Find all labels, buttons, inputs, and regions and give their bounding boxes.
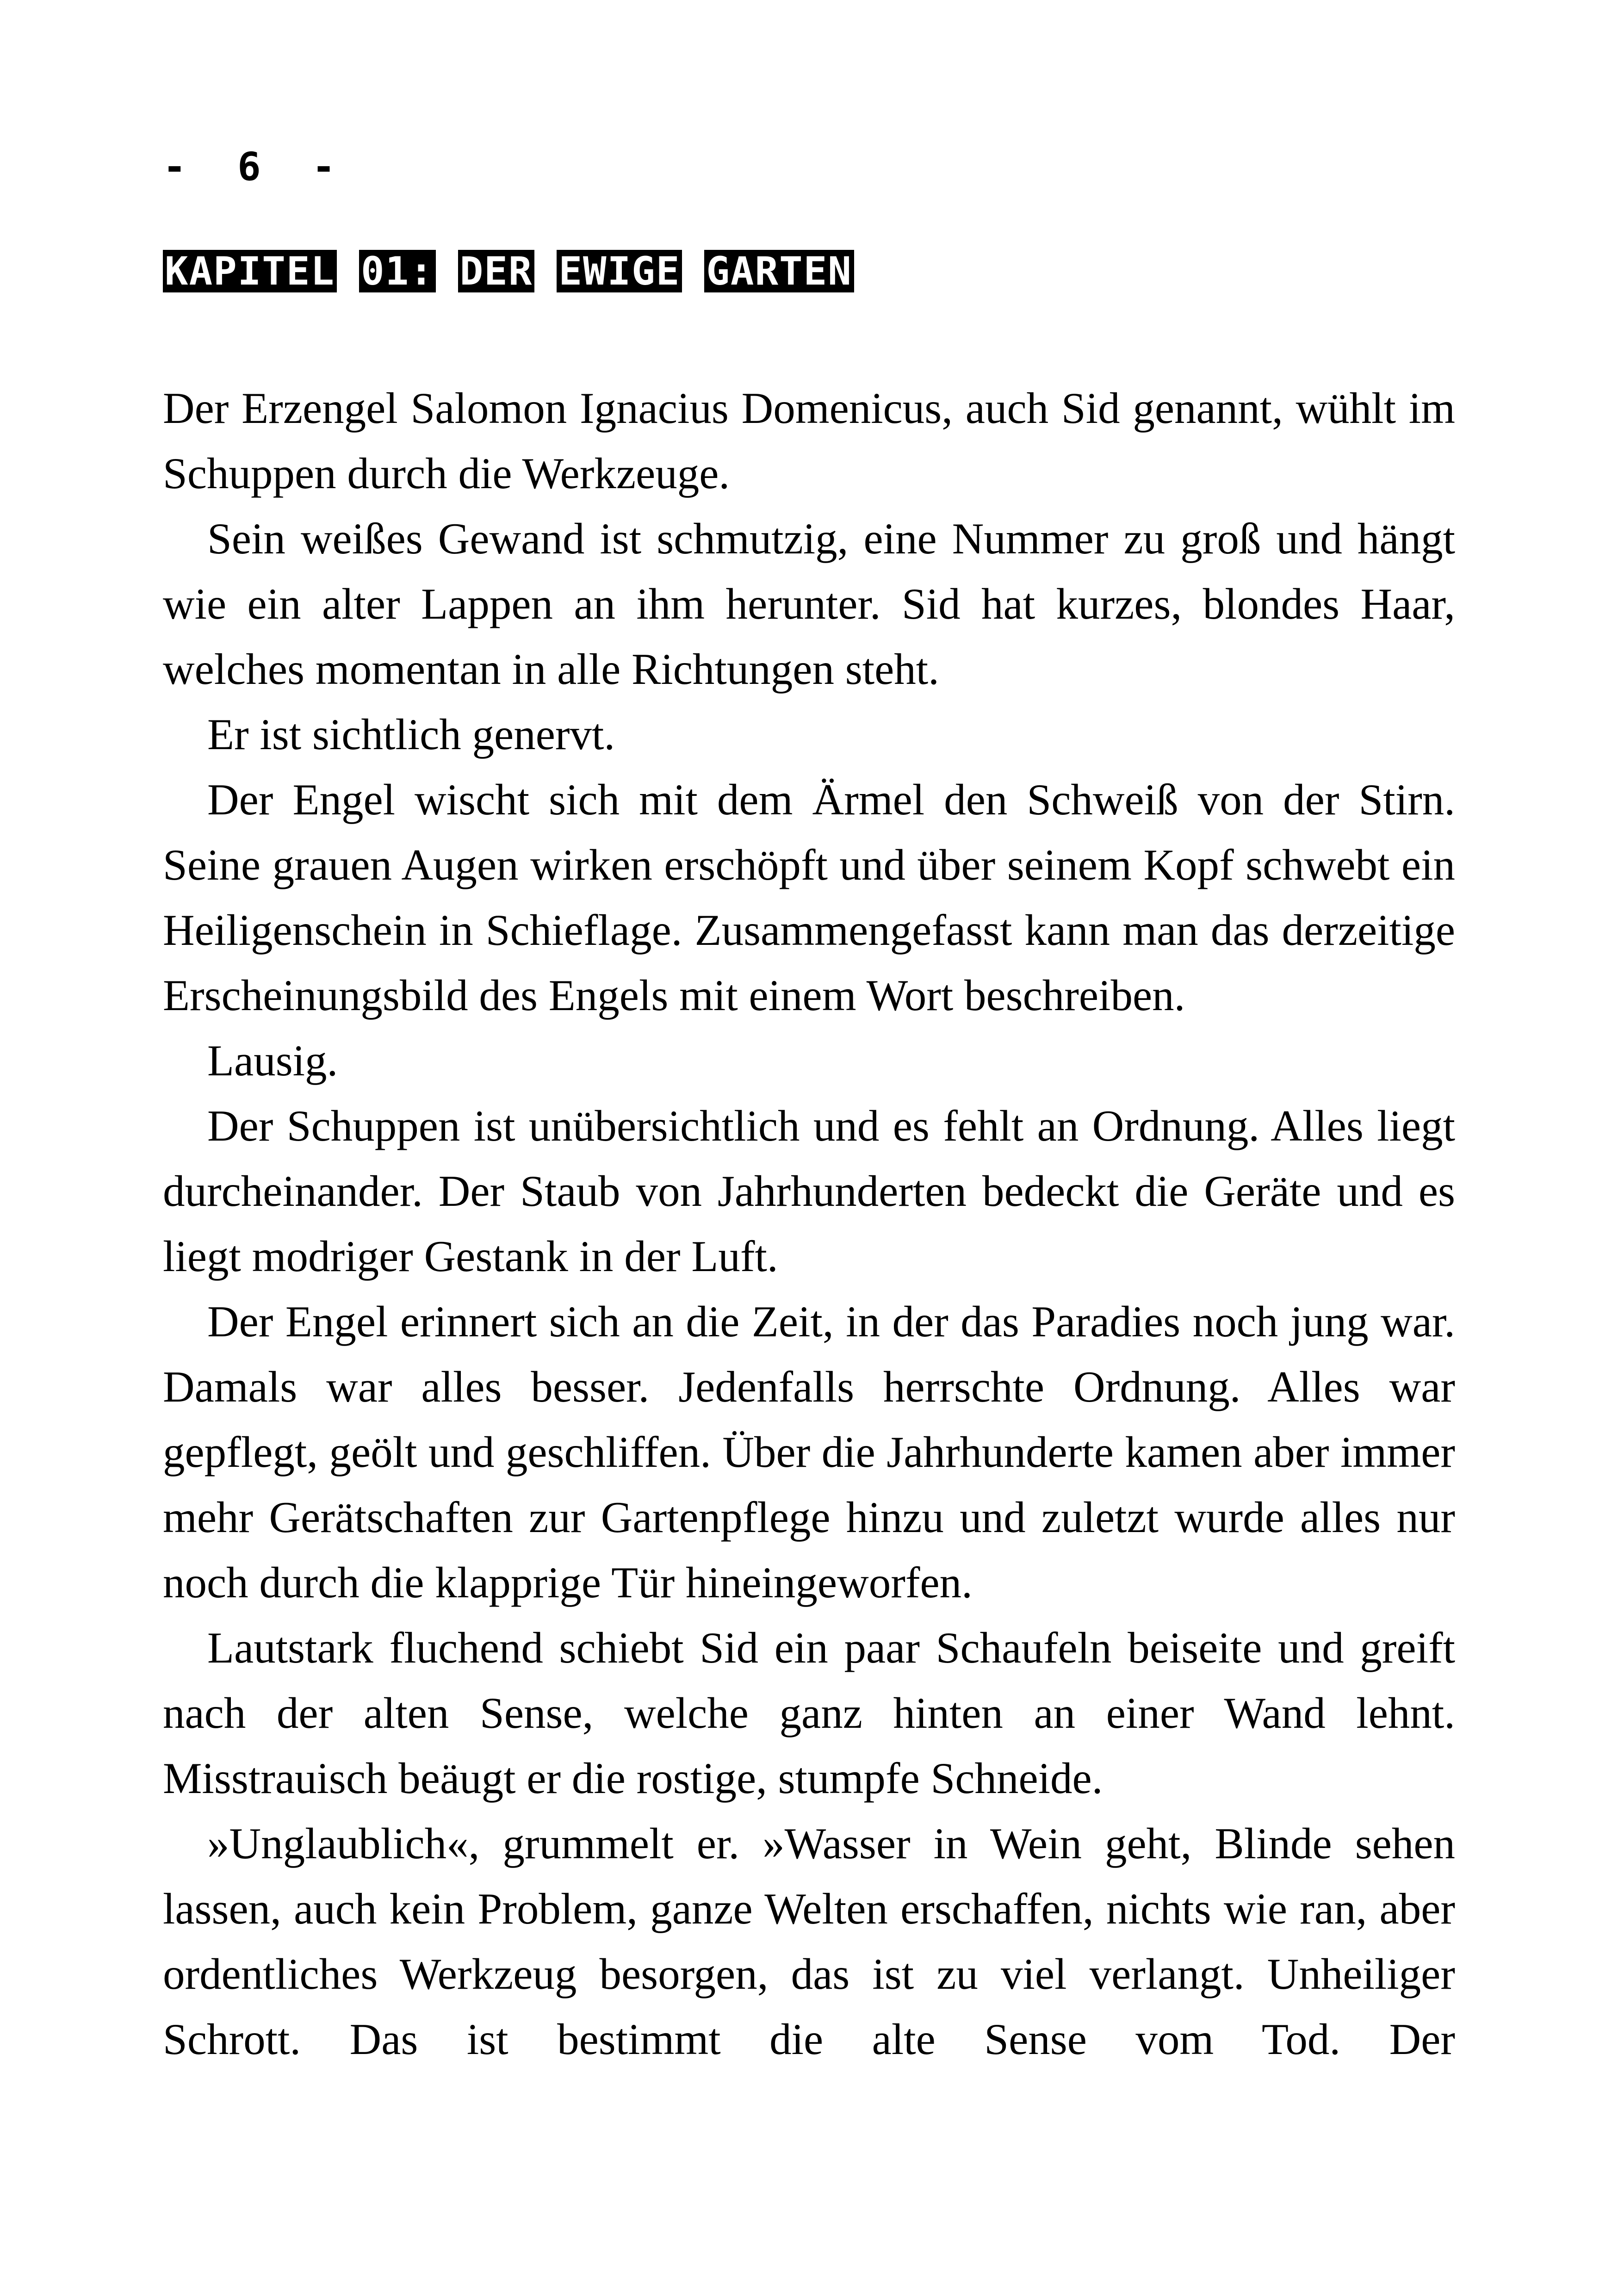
- chapter-heading-word: EWIGE: [557, 250, 682, 292]
- paragraph: Der Erzengel Salomon Ignacius Domenicus, auch Sid genannt, wühlt im Schuppen durch die Werkzeuge.: [163, 384, 1455, 498]
- chapter-heading-word: GARTEN: [704, 250, 854, 292]
- page-number: - 6 -: [163, 144, 349, 189]
- chapter-body: [163, 376, 1455, 2072]
- paragraph: Lausig.: [207, 1036, 338, 1085]
- paragraph: Er ist sichtlich genervt.: [207, 710, 615, 759]
- paragraph: Der Engel wischt sich mit dem Ärmel den Schweiß von der Stirn. Seine grauen Augen wirken erschöpft und über seinem Kopf schwebt ein Heiligenschein in Schieflage. Zusammengefasst kann man das derzeitige Erscheinungsbild des Engels mit einem Wort beschreiben.: [163, 775, 1455, 1020]
- paragraph: »Unglaublich«, grummelt er. »Wasser in Wein geht, Blinde sehen lassen, auch kein Problem, ganze Welten erschaffen, nichts wie ran, aber ordentliches Werkzeug besorgen, das ist zu viel verlangt. Unheiliger Schrott. Das ist bestimmt die alte Sense vom Tod. Der: [163, 1819, 1455, 2064]
- chapter-heading: [163, 250, 854, 292]
- paragraph: Lautstark fluchend schiebt Sid ein paar Schaufeln beiseite und greift nach der alten Sense, welche ganz hinten an einer Wand lehnt. Misstrauisch beäugt er die rostige, stumpfe Schneide.: [163, 1623, 1455, 1803]
- paragraph: Der Engel erinnert sich an die Zeit, in der das Paradies noch jung war. Damals war alles besser. Jedenfalls herrschte Ordnung. Alles war gepflegt, geölt und geschliffen. Über die Jahrhunderte kamen aber immer mehr Gerätschaften zur Gartenpflege hinzu und zuletzt wurde alles nur noch durch die klapprige Tür hineingeworfen.: [163, 1297, 1455, 1607]
- chapter-heading-word: DER: [458, 250, 535, 292]
- chapter-heading-word: KAPITEL: [163, 250, 337, 292]
- chapter-heading-word: 01:: [359, 250, 436, 292]
- paragraph: Sein weißes Gewand ist schmutzig, eine Nummer zu groß und hängt wie ein alter Lappen an ihm herunter. Sid hat kurzes, blondes Haar, welches momentan in alle Richtungen steht.: [163, 514, 1455, 694]
- paragraph: Der Schuppen ist unübersichtlich und es fehlt an Ordnung. Alles liegt durcheinander. Der Staub von Jahrhunderten bedeckt die Geräte und es liegt modriger Gestank in der Luft.: [163, 1101, 1455, 1281]
